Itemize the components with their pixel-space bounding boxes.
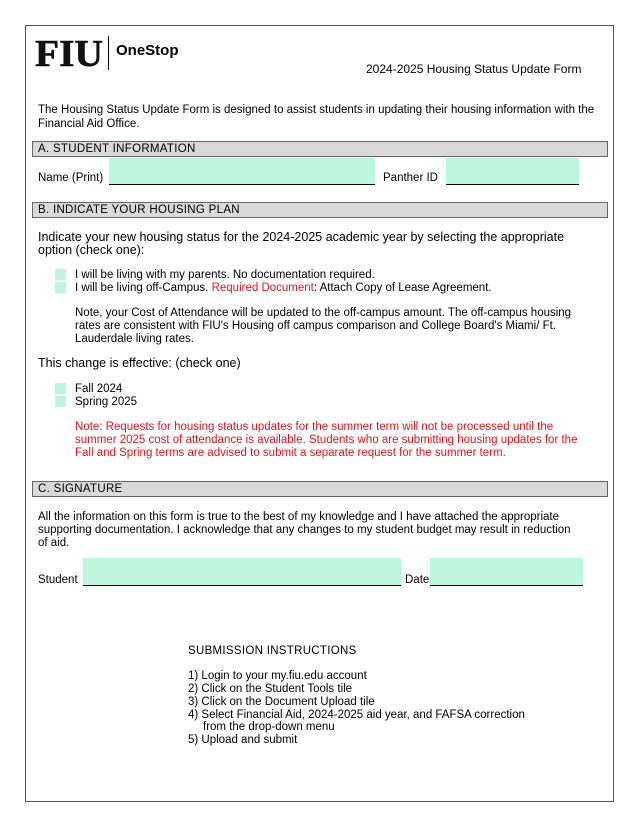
panther-id-label: Panther ID (383, 172, 438, 184)
brand-name: OneStop (116, 42, 179, 59)
parents-checkbox[interactable] (55, 269, 66, 280)
housing-prompt-line1: Indicate your new housing status for the 2024-2025 academic year by selecting the appropriate (38, 230, 565, 244)
option-parents-label: I will be living with my parents. No documentation required. (75, 269, 375, 281)
name-label: Name (Print) (38, 172, 104, 184)
date-label: Date (405, 574, 430, 586)
section-a-title: A. STUDENT INFORMATION (38, 143, 196, 155)
summer-warning-line3: Fall and Spring terms are advised to submit a separate request for the summer term. (75, 447, 506, 459)
student-signature-field[interactable] (83, 558, 401, 585)
fiu-logo-text: FIU (35, 36, 103, 68)
required-document-label: Required Document (211, 282, 314, 294)
submission-step-4: 4) Select Financial Aid, 2024-2025 aid year, and FAFSA correction (188, 709, 525, 721)
coa-note-line3: Lauderdale living rates. (75, 333, 194, 345)
option-off-campus-label (75, 281, 492, 295)
summer-warning-line1: Note: Requests for housing status updates for the summer term will not be processed until the (75, 421, 554, 433)
coa-note-line2: rates are consistent with FIU's Housing off campus comparison and College Board's Miami/ Ft. (75, 320, 556, 332)
effective-label: This change is effective: (check one) (38, 356, 241, 370)
intro-text: The Housing Status Update Form is designed to assist students in updating their housing information with the Financial Aid Office. (38, 104, 595, 130)
signature-statement-line3: of aid. (38, 537, 70, 549)
name-field[interactable] (109, 158, 375, 184)
panther-id-field[interactable] (446, 158, 579, 184)
fall-checkbox[interactable] (55, 383, 66, 394)
section-a-header (32, 141, 608, 157)
housing-prompt-line2: option (check one): (38, 243, 145, 257)
spring-term-label: Spring 2025 (75, 396, 138, 408)
section-b-title: B. INDICATE YOUR HOUSING PLAN (38, 204, 240, 216)
lease-agreement-text: : Attach Copy of Lease Agreement. (313, 282, 492, 294)
submission-step-4-cont: from the drop-down menu (203, 721, 335, 733)
section-c-title: C. SIGNATURE (38, 483, 123, 495)
date-field[interactable] (430, 558, 583, 585)
submission-step-5: 5) Upload and submit (188, 734, 298, 746)
signature-statement-line1: All the information on this form is true to the best of my knowledge and I have attached the appropriate (38, 511, 559, 523)
student-signature-label: Student (38, 574, 78, 586)
date-underline (430, 585, 583, 586)
form-title: 2024-2025 Housing Status Update Form (366, 62, 582, 76)
off-campus-checkbox[interactable] (55, 282, 66, 293)
section-b-header (32, 202, 608, 218)
student-signature-underline (83, 585, 401, 586)
spring-checkbox[interactable] (55, 396, 66, 407)
summer-warning-line2: summer 2025 cost of attendance is available. Students who are submitting housing updates for the (75, 434, 578, 446)
off-campus-text: I will be living off-Campus. (75, 282, 209, 294)
coa-note-line1: Note, your Cost of Attendance will be updated to the off-campus amount. The off-campus housing (75, 307, 572, 319)
fall-term-label: Fall 2024 (75, 383, 123, 395)
logo-divider (108, 36, 109, 70)
panther-id-underline (446, 184, 579, 185)
section-c-header (32, 481, 608, 497)
signature-statement-line2: supporting documentation. I acknowledge that any changes to my student budget may result in reduction (38, 524, 571, 536)
name-underline (109, 184, 375, 185)
submission-step-3: 3) Click on the Document Upload tile (188, 696, 375, 708)
fiu-logo (35, 36, 105, 68)
submission-step-1: 1) Login to your my.fiu.edu account (188, 670, 367, 682)
submission-step-2: 2) Click on the Student Tools tile (188, 683, 353, 695)
submission-title: SUBMISSION INSTRUCTIONS (188, 645, 357, 657)
